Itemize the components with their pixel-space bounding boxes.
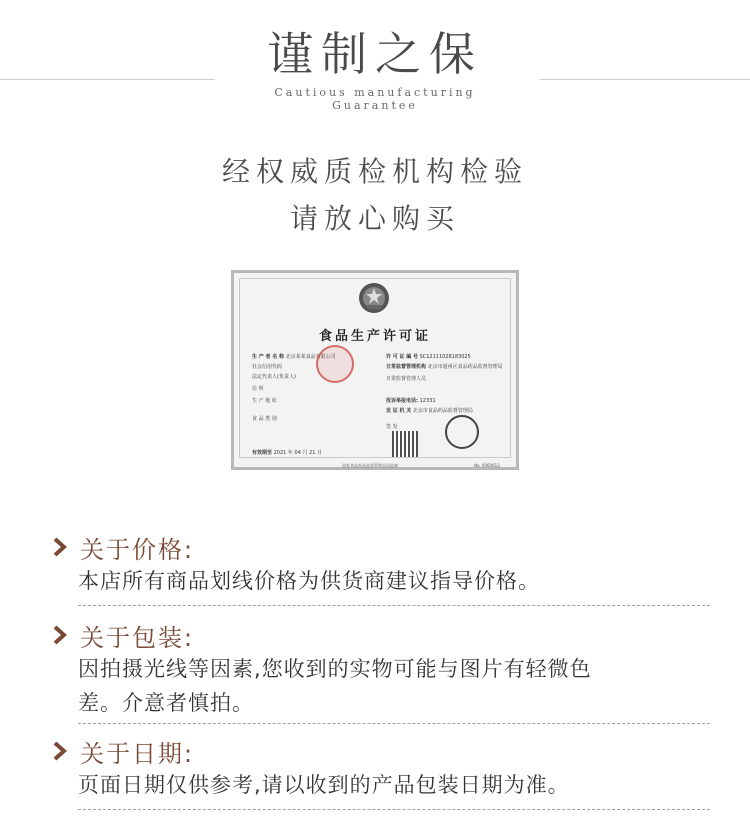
section-price xyxy=(50,530,710,598)
subtitle-line-2: Guarantee xyxy=(332,99,418,112)
food-license-certificate xyxy=(231,270,519,470)
field-legal-rep: 法定代表人(负责人) xyxy=(252,374,296,380)
chevron-right-icon xyxy=(50,623,70,647)
field-license-no: 许 可 证 编 号 SC12111028183025 xyxy=(386,354,471,360)
page-subtitle xyxy=(0,86,750,112)
field-validity: 有效期至 2021 年 04 月 21 日 xyxy=(252,450,323,456)
section-price-body xyxy=(78,564,710,598)
section-packaging-line-2: 差。介意者慎拍。 xyxy=(78,691,254,715)
section-packaging-line-1: 因拍摄光线等因素,您收到的实物可能与图片有轻微色 xyxy=(78,657,592,681)
field-site: 生 产 地 址 xyxy=(252,398,277,404)
section-date xyxy=(50,734,710,802)
field-issuer: 发 证 机 关 北京市食品药品监督管理局 xyxy=(386,408,473,414)
section-packaging-title: 关于包装: xyxy=(80,623,195,652)
field-supervisor-org: 日常监督管理机构 北京市通州区食品药品监督管理局 xyxy=(386,364,503,370)
section-price-line-1: 本店所有商品划线价格为供货商建议指导价格。 xyxy=(78,569,540,593)
field-signer: 签 发 xyxy=(386,424,398,430)
section-price-title: 关于价格: xyxy=(80,535,195,564)
certificate-serial: No. 0060613 xyxy=(474,463,500,468)
national-emblem-icon xyxy=(357,281,391,315)
section-date-divider xyxy=(78,809,710,810)
section-price-divider xyxy=(78,605,710,606)
chevron-right-icon xyxy=(50,535,70,559)
section-date-body xyxy=(78,768,710,802)
field-credit-code: 社会信用代码 xyxy=(252,364,283,370)
section-date-line-1: 页面日期仅供参考,请以收到的产品包装日期为准。 xyxy=(78,773,570,797)
field-supervisor-person: 日常监督管理人员 xyxy=(386,376,427,382)
field-address: 住 所 xyxy=(252,386,264,392)
field-producer: 生 产 者 名 称 北京某某食品有限公司 xyxy=(252,354,336,360)
certificate-title: 食品生产许可证 xyxy=(318,329,431,344)
issuer-seal-stamp xyxy=(445,415,479,449)
section-packaging-body xyxy=(78,652,710,720)
header xyxy=(0,0,750,130)
subtitle-line-1: Cautious manufacturing xyxy=(274,86,476,99)
section-packaging xyxy=(50,618,710,720)
chevron-right-icon xyxy=(50,739,70,763)
page-title: 谨制之保 xyxy=(267,27,483,81)
field-category: 食 品 类 别 xyxy=(252,416,277,422)
tagline-line-2: 请放心购买 xyxy=(289,202,460,235)
tagline-line-1: 经权威质检机构检验 xyxy=(221,155,528,188)
section-date-title: 关于日期: xyxy=(80,739,195,768)
official-red-stamp xyxy=(316,345,354,383)
certificate-footer: 国家食品药品监督管理总局监制 xyxy=(342,463,398,468)
qr-code xyxy=(392,431,418,457)
field-complaint: 投诉举报电话: 12331 xyxy=(386,398,436,404)
section-packaging-divider xyxy=(78,723,710,724)
